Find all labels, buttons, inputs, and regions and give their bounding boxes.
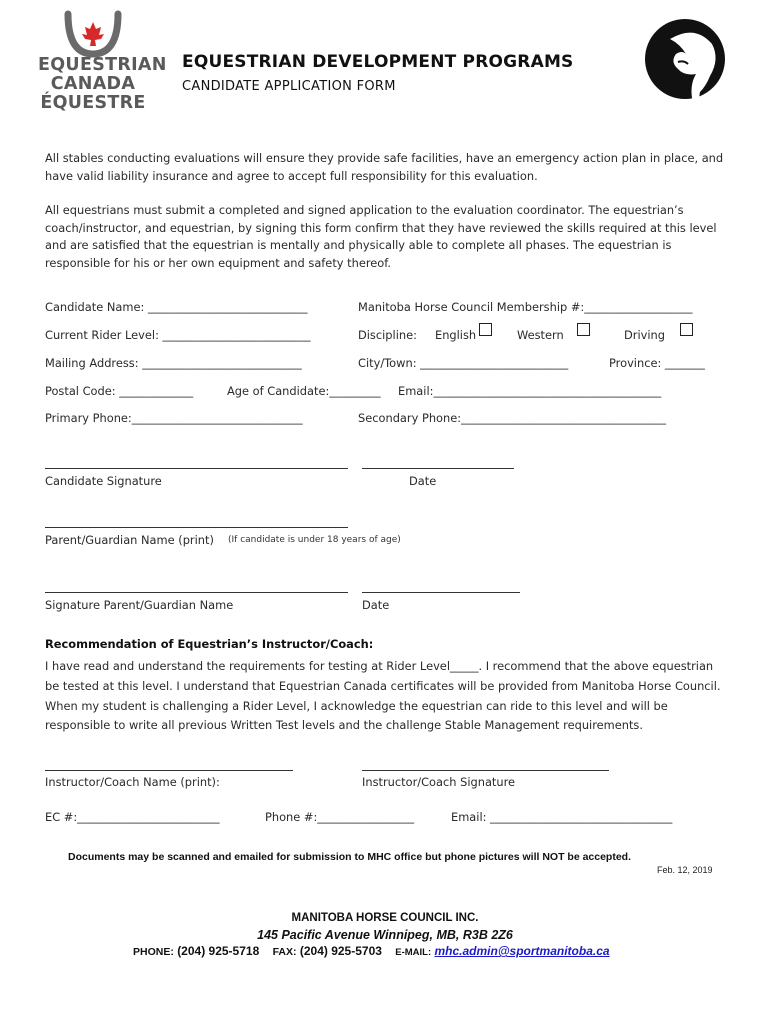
postal-code-field[interactable]: Postal Code: _____________ [45,384,194,398]
footer-email-link[interactable]: mhc.admin@sportmanitoba.ca [434,944,610,958]
discipline-label: Discipline: [358,328,417,342]
footer-org: MANITOBA HORSE COUNCIL INC. [291,912,479,924]
logo-line-3: ÉQUESTRE [40,93,146,113]
recommendation-text: I have read and understand the requirements for testing at Rider Level_____. I recommend that the above equestrian be tested at this level. I understand that Equestrian Canada certificates will be provided from Manitoba Horse Council. When my student is challenging a Rider Level, I acknowledge the equestrian can ride to this level and will be responsible to write all previous Written Test levels and the challenge Stable Management requirements. [45,659,721,733]
western-checkbox[interactable] [577,323,590,336]
equestrian-canada-logo [38,10,167,120]
age-field[interactable]: Age of Candidate:_________ [227,384,381,398]
maple-leaf-icon [82,22,104,46]
logo-line-1: EQUESTRIAN [38,55,167,75]
date1-label: Date [409,474,437,488]
coach-phone-field[interactable]: Phone #:_________________ [265,810,415,824]
footer-fax: (204) 925-5703 [299,944,382,958]
form-subtitle: CANDIDATE APPLICATION FORM [182,79,396,94]
rider-level-field[interactable]: Current Rider Level: __________________________ [45,328,311,342]
driving-checkbox[interactable] [680,323,693,336]
english-checkbox[interactable] [479,323,492,336]
coach-signature-label: Instructor/Coach Signature [362,775,516,789]
city-town-field[interactable]: City/Town: __________________________ [358,356,569,370]
parent-signature-label: Signature Parent/Guardian Name [45,598,234,612]
footer-contact [133,944,610,958]
western-label: Western [517,328,564,342]
form-title: EQUESTRIAN DEVELOPMENT PROGRAMS [182,52,574,72]
parent-name-line[interactable] [45,527,348,528]
fax-label: FAX: [272,946,297,958]
coach-email-field[interactable]: Email: ________________________________ [451,810,673,824]
email-field[interactable]: Email:________________________________________ [398,384,662,398]
coach-signature-line[interactable] [362,770,609,771]
form-date: Feb. 12, 2019 [657,865,713,875]
parent-name-label: Parent/Guardian Name (print) [45,533,214,547]
coach-name-label: Instructor/Coach Name (print): [45,775,220,789]
facility-paragraph: All stables conducting evaluations will ensure they provide safe facilities, have an emergency action plan in place, and have valid liability insurance and agree to accept full responsibility for this evaluation. [45,151,724,183]
english-label: English [435,328,477,342]
date2-label: Date [362,598,390,612]
date2-line[interactable] [362,592,520,593]
mailing-address-field[interactable]: Mailing Address: ____________________________ [45,356,302,370]
documents-note: Documents may be scanned and emailed for submission to MHC office but phone pictures will NOT be accepted. [68,851,632,863]
horseshoe-maple-leaf-icon [38,10,148,60]
date1-line[interactable] [362,468,514,469]
ec-number-field[interactable]: EC #:_________________________ [45,810,220,824]
secondary-phone-field[interactable]: Secondary Phone:____________________________________ [358,411,667,425]
candidate-name-field[interactable]: Candidate Name: ____________________________ [45,300,308,314]
footer-address: 145 Pacific Avenue Winnipeg, MB, R3B 2Z6 [257,928,513,942]
mhc-membership-field[interactable]: Manitoba Horse Council Membership #:___________________ [358,300,693,314]
province-field[interactable]: Province: _______ [609,356,705,370]
horse-head-icon [640,14,730,114]
email-label: E-MAIL: [395,947,432,958]
driving-label: Driving [624,328,665,342]
phone-label: PHONE: [133,946,174,958]
coach-name-line[interactable] [45,770,293,771]
candidate-signature-line[interactable] [45,468,348,469]
candidate-signature-label: Candidate Signature [45,474,162,488]
parent-note: (If candidate is under 18 years of age) [228,535,401,545]
primary-phone-field[interactable]: Primary Phone:______________________________ [45,411,303,425]
recommendation-heading: Recommendation of Equestrian’s Instructor/Coach: [45,637,374,651]
logo-line-2: CANADA [50,74,136,94]
parent-signature-line[interactable] [45,592,348,593]
application-paragraph: All equestrians must submit a completed and signed application to the evaluation coordinator. The equestrian’s coach/instructor, and equestrian, by signing this form confirm that they have reviewed the skills required at this level and are satisfied that the equestrian is mentally and physically able to complete all phases. The equestrian is responsible for his or her own equipment and safety thereof. [45,203,717,270]
footer-phone: (204) 925-5718 [177,944,260,958]
